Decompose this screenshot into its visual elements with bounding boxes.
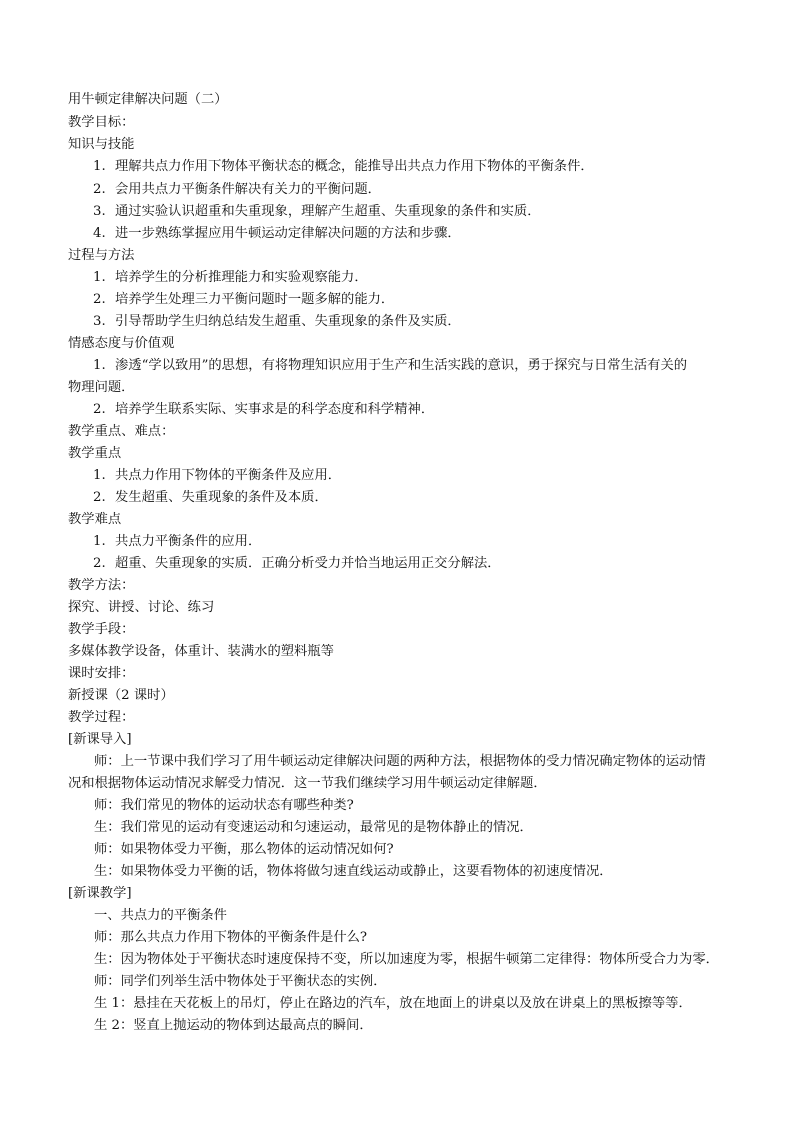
item-text: 发生超重、失重现象的条件及本质． [115,490,328,505]
item-number: 3. [93,314,106,329]
list-item [93,291,394,309]
list-item [93,555,501,573]
item-text: 理解共点力作用下物体平衡状态的概念，能推导出共点力作用下物体的平衡条件． [115,159,594,174]
attitude-heading: 情感态度与价值观 [68,336,175,351]
method-text: 探究、讲授、讨论、练习 [68,600,215,615]
method-heading: 教学方法： [68,578,135,593]
list-item [93,225,461,243]
schedule-text: 新授课（2 课时） [68,688,174,703]
list-item [93,181,381,199]
item-number: 1. [93,159,106,174]
item-text: 进一步熟练掌握应用牛顿运动定律解决问题的方法和步骤． [115,226,461,241]
list-item [93,401,434,419]
item-text: 共点力作用下物体的平衡条件及应用． [115,468,342,483]
item-text: 超重、失重现象的实质．正确分析受力并恰当地运用正交分解法． [115,556,501,571]
paragraph: 生 1：悬挂在天花板上的吊灯，停止在路边的汽车，放在地面上的讲桌以及放在讲桌上的黑板擦等等． [94,996,692,1011]
keypoints-heading: 教学重点、难点： [68,424,175,439]
item-number: 1. [93,270,106,285]
section-title: 一、共点力的平衡条件 [94,908,227,923]
item-number: 2. [93,402,106,417]
list-item [93,467,341,485]
item-text: 培养学生处理三力平衡问题时一题多解的能力． [115,292,395,307]
item-number: 4. [93,226,106,241]
schedule-heading: 课时安排： [68,666,135,681]
paragraph: 生：因为物体处于平衡状态时速度保持不变，所以加速度为零，根据牛顿第二定律得：物体所受合力为零． [94,952,719,967]
item-text: 引导帮助学生归纳总结发生超重、失重现象的条件及实质． [115,314,461,329]
item-number: 2. [93,292,106,307]
knowledge-heading: 知识与技能 [68,137,135,152]
paragraph: 师：上一节课中我们学习了用牛顿运动定律解决问题的两种方法，根据物体的受力情况确定物体的运动情 [94,754,706,769]
paragraph-continuation: 况和根据物体运动情况求解受力情况．这一节我们继续学习用牛顿运动定律解题． [68,776,547,791]
item-text: 渗透“学以致用”的思想，有将物理知识应用于生产和生活实践的意识，勇于探究与日常生活有关的 [115,358,688,373]
item-text: 会用共点力平衡条件解决有关力的平衡问题． [115,182,381,197]
item-text: 通过实验认识超重和失重现象，理解产生超重、失重现象的条件和实质． [115,204,541,219]
item-number: 1. [93,534,106,549]
item-text: 共点力平衡条件的应用． [115,534,262,549]
process-heading: 过程与方法 [68,248,135,263]
key-heading: 教学重点 [68,446,122,461]
item-text: 培养学生的分析推理能力和实验观察能力． [115,270,368,285]
item-number: 2. [93,490,106,505]
item-text: 培养学生联系实际、实事求是的科学态度和科学精神． [115,402,435,417]
item-number: 2. [93,182,106,197]
process-steps-heading: 教学过程： [68,710,135,725]
list-item [93,269,368,287]
paragraph: 师：我们常见的物体的运动状态有哪些种类? [94,798,354,813]
item-number: 1. [93,358,106,373]
item-continuation: 物理问题． [68,380,135,395]
means-heading: 教学手段： [68,622,135,637]
means-text: 多媒体教学设备，体重计、装满水的塑料瓶等 [68,644,334,659]
paragraph: 师：那么共点力作用下物体的平衡条件是什么? [94,930,368,945]
list-item [93,489,328,507]
item-number: 2. [93,556,106,571]
list-item [93,533,261,551]
intro-heading: [新课导入] [68,732,132,747]
document-title: 用牛顿定律解决问题（二） [68,92,228,107]
paragraph: 生：我们常见的运动有变速运动和匀速运动，最常见的是物体静止的情况． [94,820,533,835]
item-number: 1. [93,468,106,483]
item-number: 3. [93,204,106,219]
teaching-heading: [新课教学] [68,886,132,901]
paragraph: 师：同学们列举生活中物体处于平衡状态的实例． [94,974,387,989]
list-item [93,313,461,331]
objectives-heading: 教学目标： [68,115,135,130]
list-item [93,357,687,375]
difficult-heading: 教学难点 [68,512,122,527]
list-item [93,158,594,176]
paragraph: 生 2：竖直上抛运动的物体到达最高点的瞬间． [94,1018,373,1033]
paragraph: 生：如果物体受力平衡的话，物体将做匀速直线运动或静止，这要看物体的初速度情况． [94,864,613,879]
list-item [93,203,541,221]
paragraph: 师：如果物体受力平衡，那么物体的运动情况如何? [94,842,394,857]
